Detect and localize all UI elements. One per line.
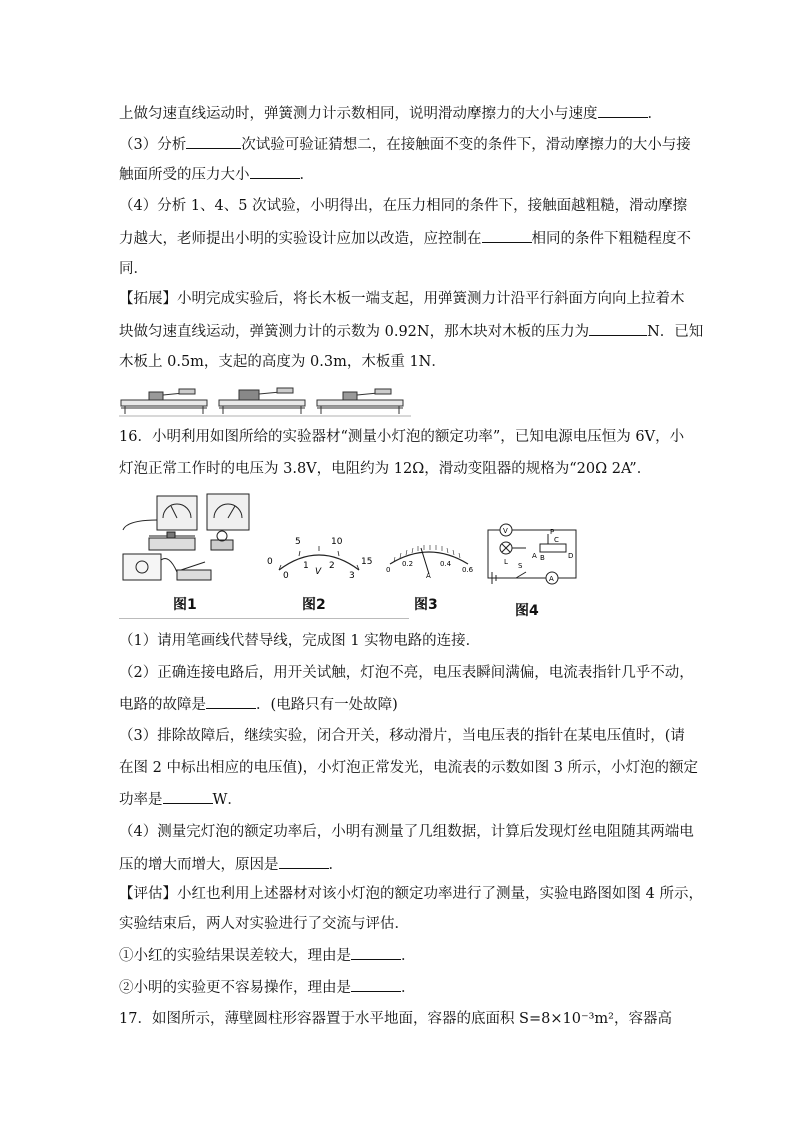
q16-step-4-line-2: 压的增大而增大，原因是 ．	[119, 854, 694, 875]
q16-step-2-line-2: 电路的故障是 ．(电路只有一处故障)	[119, 694, 694, 715]
switch-device	[177, 570, 211, 580]
answer-blank[interactable]	[250, 164, 300, 179]
q16-evaluation-item-1: ①小红的实验结果误差较大，理由是 ．	[119, 945, 694, 966]
voltmeter-tick-top-2: 10	[331, 537, 343, 547]
svg-text:C: C	[554, 536, 559, 544]
svg-text:B: B	[540, 554, 545, 562]
q16-step-3-line-2: 在图 2 中标出相应的电压值)，小灯泡正常发光，电流表的示数如图 3 所示，小灯泡的额定	[119, 760, 699, 776]
svg-text:V: V	[503, 527, 508, 535]
svg-text:P: P	[550, 528, 555, 536]
svg-text:A: A	[532, 552, 537, 560]
figure-1-caption: 图1	[173, 597, 197, 613]
q15-line-2: （3）分析 次试验可验证猜想二，在接触面不变的条件下，滑动摩擦力的大小与接	[119, 134, 694, 155]
voltmeter-tick-bottom-1: 1	[303, 561, 309, 571]
answer-blank[interactable]	[351, 977, 401, 992]
q16-step-4-line-1: （4）测量完灯泡的额定功率后，小明有测量了几组数据，计算后发现灯丝电阻随其两端电	[119, 824, 694, 840]
answer-blank[interactable]	[206, 694, 256, 709]
q15-line-3: 触面所受的压力大小 ．	[119, 164, 694, 185]
battery-box	[123, 554, 161, 580]
answer-blank[interactable]	[589, 321, 647, 336]
figure-divider	[119, 618, 409, 619]
q16-line-2: 灯泡正常工作时的电压为 3.8V，电阻约为 12Ω，滑动变阻器的规格为“20Ω 2A”．	[119, 461, 652, 477]
ammeter-tick-2: 0.4	[440, 560, 452, 568]
figure-2-caption: 图2	[302, 597, 326, 613]
q16-step-3-line-1: （3）排除故障后，继续实验，闭合开关，移动滑片，当电压表的指针在某电压值时，(请	[119, 728, 685, 744]
ammeter-device	[157, 496, 197, 530]
q15-extension-line-1: 【拓展】小明完成实验后，将长木板一端支起，用弹簧测力计沿平行斜面方向向上拉着木	[119, 291, 685, 307]
svg-text:D: D	[568, 552, 574, 560]
q16-evaluation-line-2: 实验结束后，两人对实验进行了交流与评估．	[119, 916, 409, 932]
ammeter-tick-3: 0.6	[462, 566, 474, 574]
q15-line-1: 上做匀速直线运动时，弹簧测力计示数相同，说明滑动摩擦力的大小与速度 ．	[119, 103, 694, 124]
ammeter-unit: A	[426, 572, 431, 580]
q16-line-1: 16．小明利用如图所给的实验器材“测量小灯泡的额定功率”，已知电源电压恒为 6V，小	[119, 429, 685, 445]
figure-4-caption: 图4	[515, 603, 539, 619]
voltmeter-unit: V	[315, 567, 322, 577]
q16-evaluation-item-2: ②小明的实验更不容易操作，理由是 ．	[119, 977, 694, 998]
q16-evaluation-line-1: 【评估】小红也利用上述器材对该小灯泡的额定功率进行了测量，实验电路图如图 4 所示，	[119, 886, 703, 902]
figure-2-voltmeter-dial	[263, 532, 375, 584]
board-setup-2	[219, 388, 305, 414]
figure-3-ammeter-dial	[384, 540, 474, 580]
board-setup-3	[317, 389, 403, 414]
figure-4-circuit-diagram	[482, 520, 586, 590]
rheostat-device	[149, 538, 195, 550]
answer-blank[interactable]	[279, 854, 329, 869]
answer-blank[interactable]	[351, 945, 401, 960]
figure-1-apparatus	[119, 490, 259, 590]
svg-text:S: S	[518, 562, 523, 570]
q15-line-5: 力越大，老师提出小明的实验设计应加以改造，应控制在 相同的条件下粗糙程度不	[119, 228, 694, 249]
voltmeter-tick-bottom-0: 0	[283, 571, 289, 581]
q15-extension-line-2: 块做匀速直线运动，弹簧测力计的示数为 0.92N，那木块对木板的压力为 N．已知	[119, 321, 694, 342]
answer-blank[interactable]	[482, 228, 532, 243]
q16-step-2-line-1: （2）正确连接电路后，用开关试触，灯泡不亮，电压表瞬间满偏，电流表指针几乎不动，	[119, 665, 694, 681]
ammeter-tick-0: 0	[386, 566, 391, 574]
answer-blank[interactable]	[598, 103, 648, 118]
voltmeter-tick-top-0: 0	[267, 557, 273, 567]
q17-line-1: 17．如图所示，薄壁圆柱形容器置于水平地面，容器的底面积 S=8×10⁻³m²，容器高	[119, 1011, 672, 1027]
q15-line-6: 同．	[119, 261, 148, 277]
voltmeter-tick-top-3: 15	[361, 557, 373, 567]
voltmeter-device	[207, 494, 249, 530]
circuit-rheostat	[540, 544, 566, 552]
ammeter-tick-1: 0.2	[402, 560, 414, 568]
voltmeter-tick-bottom-2: 2	[329, 561, 335, 571]
voltmeter-tick-bottom-3: 3	[349, 571, 355, 581]
svg-text:L: L	[504, 558, 508, 566]
figure-3-caption: 图3	[414, 597, 438, 613]
svg-text:A: A	[549, 575, 554, 583]
friction-experiment-figures	[119, 378, 411, 418]
q16-step-3-line-3: 功率是 W．	[119, 789, 694, 810]
voltmeter-tick-top-1: 5	[295, 537, 301, 547]
q15-extension-line-3: 木板上 0.5m，支起的高度为 0.3m，木板重 1N．	[119, 354, 446, 370]
answer-blank[interactable]	[163, 789, 213, 804]
board-setup-1	[121, 389, 207, 414]
q16-step-1: （1）请用笔画线代替导线，完成图 1 实物电路的连接．	[119, 633, 481, 649]
answer-blank[interactable]	[186, 134, 241, 149]
q15-line-4: （4）分析 1、4、5 次试验，小明得出，在压力相同的条件下，接触面越粗糙，滑动摩擦	[119, 198, 688, 214]
